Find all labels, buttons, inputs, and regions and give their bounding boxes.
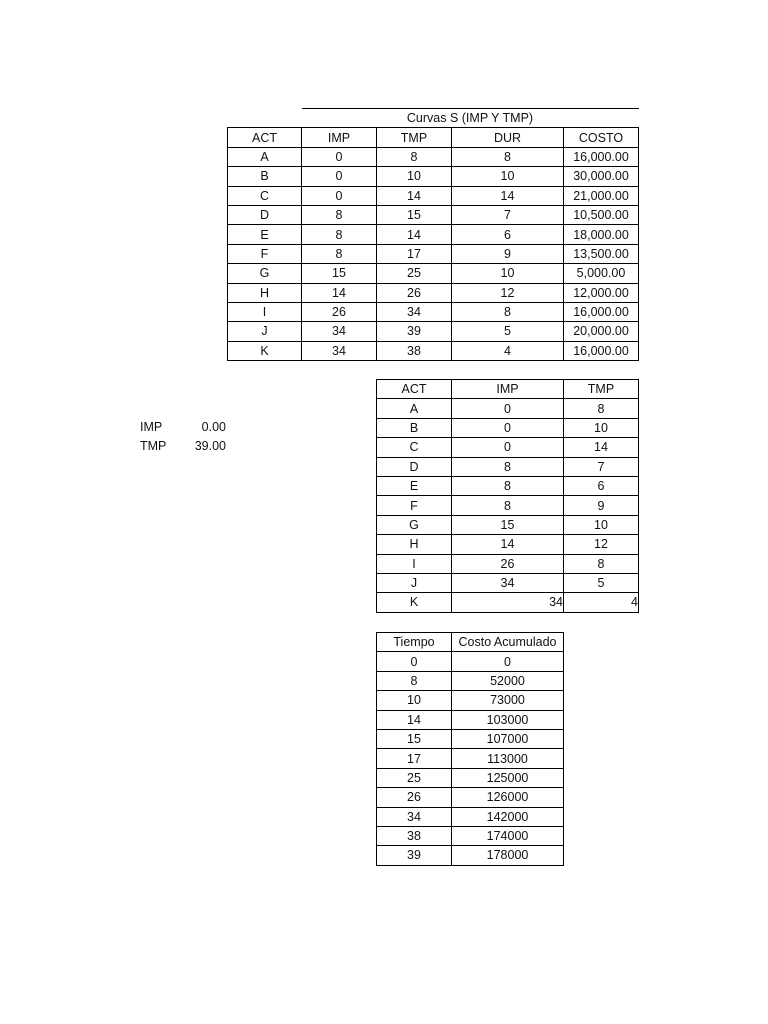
table-row: [377, 768, 564, 787]
table-cell: 9: [564, 496, 639, 515]
table-cell: 5: [564, 573, 639, 592]
table-row: [377, 573, 639, 592]
table-row: [377, 826, 564, 845]
table-row: [377, 438, 639, 457]
table-header-row: [377, 380, 639, 399]
table-cell: F: [377, 496, 452, 515]
table-row: [228, 225, 639, 244]
table-cell: H: [377, 535, 452, 554]
table-row: [377, 535, 639, 554]
table-cell: F: [228, 244, 302, 263]
table-row: [377, 729, 564, 748]
table-cell: 8: [452, 496, 564, 515]
column-header: ACT: [228, 128, 302, 147]
table-cell: 15: [377, 729, 452, 748]
table-row: [377, 418, 639, 437]
table-cell: 25: [377, 264, 452, 283]
table-cell: 7: [452, 205, 564, 224]
column-header: TMP: [564, 380, 639, 399]
table-row: [228, 283, 639, 302]
table-cell: 5,000.00: [564, 264, 639, 283]
table-cell: 16,000.00: [564, 302, 639, 321]
table-cell: I: [228, 302, 302, 321]
table-cell: 174000: [452, 826, 564, 845]
table-cell: 20,000.00: [564, 322, 639, 341]
table-cell: 26: [302, 302, 377, 321]
table-cell: 26: [377, 283, 452, 302]
table-cell: 21,000.00: [564, 186, 639, 205]
table-cell: E: [228, 225, 302, 244]
table-cell: 113000: [452, 749, 564, 768]
table-cell: 4: [564, 593, 639, 612]
table-cell: 18,000.00: [564, 225, 639, 244]
column-header: IMP: [302, 128, 377, 147]
table-cell: 6: [452, 225, 564, 244]
table-cell: 142000: [452, 807, 564, 826]
table-cell: G: [228, 264, 302, 283]
table-cell: 17: [377, 244, 452, 263]
table-cell: E: [377, 476, 452, 495]
table-cell: G: [377, 515, 452, 534]
table-cell: 34: [302, 322, 377, 341]
table-row: [228, 322, 639, 341]
table-row: [228, 302, 639, 321]
table-cell: 17: [377, 749, 452, 768]
table-cell: 39: [377, 322, 452, 341]
imp-value: 0.00: [201, 420, 226, 434]
table-cell: 16,000.00: [564, 341, 639, 360]
table-cell: 8: [452, 476, 564, 495]
table-cell: 38: [377, 341, 452, 360]
table-cell: 8: [564, 554, 639, 573]
table-cell: 103000: [452, 710, 564, 729]
table-row: [377, 652, 564, 671]
curvas-s-table: [227, 108, 639, 361]
table-cell: 0: [377, 652, 452, 671]
table-cell: 26: [452, 554, 564, 573]
table-cell: 10,500.00: [564, 205, 639, 224]
table-row: [377, 749, 564, 768]
table-cell: 14: [377, 225, 452, 244]
table-cell: 10: [452, 264, 564, 283]
table-cell: 10: [564, 515, 639, 534]
table-cell: 125000: [452, 768, 564, 787]
column-header: Costo Acumulado: [452, 633, 564, 652]
table-cell: 126000: [452, 788, 564, 807]
table-cell: 10: [564, 418, 639, 437]
table-cell: 52000: [452, 671, 564, 690]
column-header: Tiempo: [377, 633, 452, 652]
table-cell: 25: [377, 768, 452, 787]
table-row: [228, 264, 639, 283]
table-row: [228, 244, 639, 263]
table-cell: 34: [377, 302, 452, 321]
table-cell: 8: [302, 244, 377, 263]
table-cell: K: [228, 341, 302, 360]
column-header: COSTO: [564, 128, 639, 147]
tmp-label: TMP: [140, 439, 167, 453]
table-cell: D: [377, 457, 452, 476]
table-cell: 8: [377, 671, 452, 690]
table-cell: 8: [452, 457, 564, 476]
table-cell: 178000: [452, 846, 564, 865]
table-cell: 10: [377, 691, 452, 710]
table-row: [377, 691, 564, 710]
imp-label: IMP: [140, 420, 163, 434]
table-cell: B: [377, 418, 452, 437]
table-cell: 12: [452, 283, 564, 302]
table-row: [377, 846, 564, 865]
table-cell: I: [377, 554, 452, 573]
table-row: [228, 167, 639, 186]
table-cell: 15: [302, 264, 377, 283]
table-cell: A: [377, 399, 452, 418]
table-cell: 10: [377, 167, 452, 186]
table-cell: 39: [377, 846, 452, 865]
table-cell: 38: [377, 826, 452, 845]
table-cell: 0: [302, 167, 377, 186]
table-cell: 34: [302, 341, 377, 360]
table-header-row: [377, 633, 564, 652]
table-cell: 15: [452, 515, 564, 534]
table-cell: 13,500.00: [564, 244, 639, 263]
column-header: IMP: [452, 380, 564, 399]
table-row: [228, 186, 639, 205]
table-cell: 8: [302, 205, 377, 224]
table-row: [228, 205, 639, 224]
table-cell: 73000: [452, 691, 564, 710]
table-row: [377, 476, 639, 495]
table-row: [377, 457, 639, 476]
table-cell: 8: [564, 399, 639, 418]
table-cell: 107000: [452, 729, 564, 748]
table-cell: 14: [302, 283, 377, 302]
table-cell: C: [377, 438, 452, 457]
column-header: ACT: [377, 380, 452, 399]
table-cell: D: [228, 205, 302, 224]
table-title: Curvas S (IMP Y TMP): [302, 109, 639, 128]
table-cell: C: [228, 186, 302, 205]
table-title-row: [228, 109, 639, 128]
table-cell: 30,000.00: [564, 167, 639, 186]
table-cell: 8: [377, 147, 452, 166]
table-cell: 34: [452, 593, 564, 612]
table-cell: 0: [452, 399, 564, 418]
column-header: TMP: [377, 128, 452, 147]
column-header: DUR: [452, 128, 564, 147]
table-cell: 0: [452, 652, 564, 671]
table-cell: K: [377, 593, 452, 612]
table-cell: 8: [452, 147, 564, 166]
table-cell: B: [228, 167, 302, 186]
table-row: [377, 554, 639, 573]
table-cell: 26: [377, 788, 452, 807]
table-row: [377, 399, 639, 418]
table-cell: 8: [302, 225, 377, 244]
table-cell: A: [228, 147, 302, 166]
table-cell: 0: [452, 418, 564, 437]
table-row: [377, 496, 639, 515]
table-cell: 6: [564, 476, 639, 495]
table-cell: 0: [302, 147, 377, 166]
table-cell: 7: [564, 457, 639, 476]
table-cell: 0: [452, 438, 564, 457]
table-row: [228, 147, 639, 166]
table-cell: H: [228, 283, 302, 302]
table-cell: 4: [452, 341, 564, 360]
table-row: [377, 807, 564, 826]
table-row: [377, 710, 564, 729]
table-cell: 16,000.00: [564, 147, 639, 166]
table-cell: 9: [452, 244, 564, 263]
table-cell: J: [228, 322, 302, 341]
imp-summary: [140, 418, 226, 436]
imp-tmp-table: [376, 379, 639, 613]
table-cell: 12: [564, 535, 639, 554]
costo-acumulado-table: [376, 632, 564, 866]
table-cell: 0: [302, 186, 377, 205]
table-cell: 34: [452, 573, 564, 592]
table-header-row: [228, 128, 639, 147]
table-cell: 14: [564, 438, 639, 457]
table-cell: J: [377, 573, 452, 592]
table-cell: 14: [377, 710, 452, 729]
table-cell: 8: [452, 302, 564, 321]
table-row: [377, 671, 564, 690]
table-cell: 15: [377, 205, 452, 224]
table-row: [377, 593, 639, 612]
table-cell: 34: [377, 807, 452, 826]
table-cell: 12,000.00: [564, 283, 639, 302]
table-cell: 14: [452, 535, 564, 554]
table-cell: 14: [452, 186, 564, 205]
tmp-summary: [140, 437, 226, 455]
table-row: [377, 788, 564, 807]
table-row: [377, 515, 639, 534]
table-row: [228, 341, 639, 360]
table-cell: 10: [452, 167, 564, 186]
table-cell: 14: [377, 186, 452, 205]
table-cell: 5: [452, 322, 564, 341]
tmp-value: 39.00: [194, 439, 226, 453]
